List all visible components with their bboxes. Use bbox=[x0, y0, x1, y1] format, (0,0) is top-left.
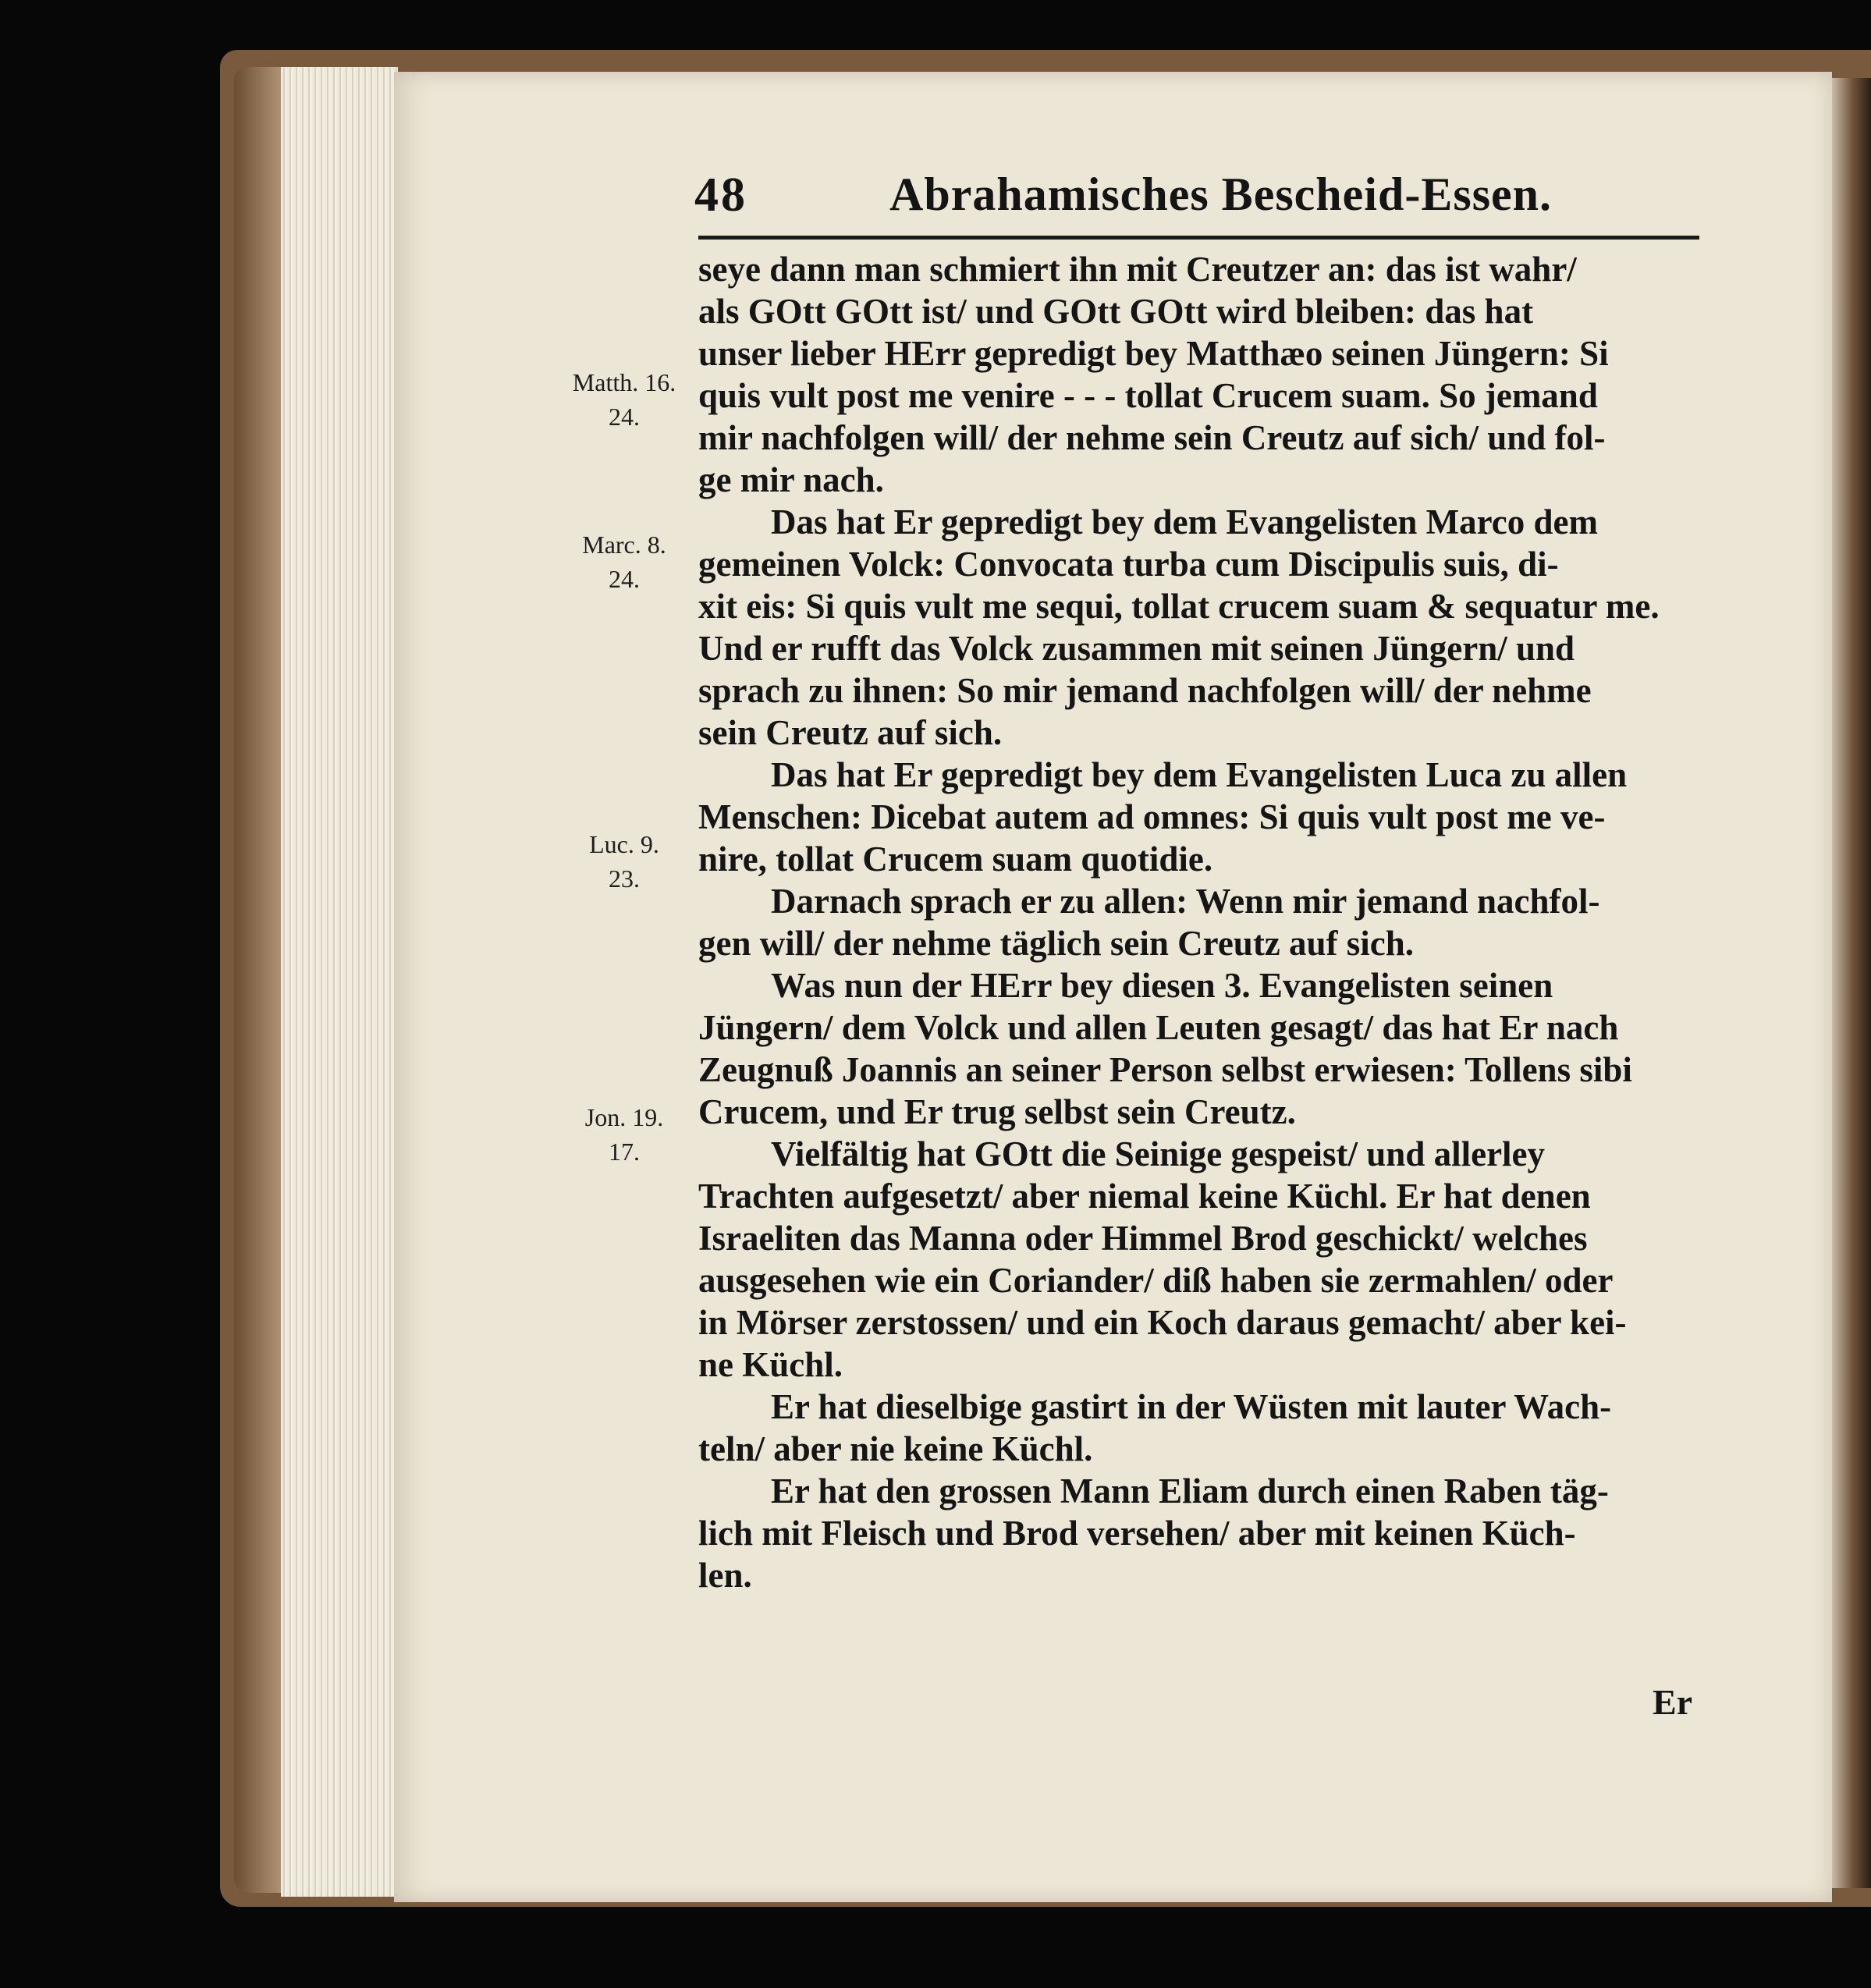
text-line: sein Creutz auf sich. bbox=[698, 713, 1003, 752]
text-line: mir nachfolgen will/ der nehme sein Creutz auf sich/ und fol- bbox=[698, 418, 1606, 457]
text-line: Zeugnuß Joannis an seiner Person selbst erwiesen: Tollens sibi bbox=[698, 1050, 1632, 1089]
text-line: Jüngern/ dem Volck und allen Leuten gesagt/ das hat Er nach bbox=[698, 1008, 1619, 1047]
margin-note bbox=[546, 827, 702, 896]
text-line: in Mörser zerstossen/ und ein Koch daraus gemacht/ aber kei- bbox=[698, 1303, 1627, 1342]
margin-note-ref: Marc. 8. bbox=[582, 531, 666, 559]
text-line: ausgesehen wie ein Coriander/ diß haben sie zermahlen/ oder bbox=[698, 1261, 1614, 1300]
running-head: Abrahamisches Bescheid-Essen. bbox=[889, 169, 1553, 220]
text-line: Trachten aufgesetzt/ aber niemal keine Küchl. Er hat denen bbox=[698, 1177, 1591, 1216]
text-line: lich mit Fleisch und Brod versehen/ aber mit keinen Küch- bbox=[698, 1514, 1576, 1553]
text-line: Das hat Er gepredigt bey dem Evangelisten Marco dem bbox=[771, 502, 1598, 541]
text-line: als GOtt GOtt ist/ und GOtt GOtt wird bleiben: das hat bbox=[698, 292, 1534, 331]
page-edges bbox=[281, 67, 398, 1897]
text-line: Crucem, und Er trug selbst sein Creutz. bbox=[698, 1092, 1296, 1131]
text-line: ge mir nach. bbox=[698, 460, 884, 499]
page-header bbox=[694, 168, 1709, 230]
text-line: Was nun der HErr bey diesen 3. Evangelisten seinen bbox=[771, 966, 1553, 1005]
margin-note-ref: Jon. 19. bbox=[584, 1103, 664, 1131]
body-text bbox=[698, 248, 1709, 1596]
margin-note-ref: Luc. 9. bbox=[589, 830, 659, 858]
text-line: Israeliten das Manna oder Himmel Brod geschickt/ welches bbox=[698, 1219, 1588, 1258]
header-rule bbox=[698, 236, 1699, 240]
margin-note bbox=[546, 1100, 702, 1169]
text-line: unser lieber HErr gepredigt bey Matthæo seinen Jüngern: Si bbox=[698, 334, 1609, 373]
text-line: ne Küchl. bbox=[698, 1345, 843, 1384]
text-line: Und er rufft das Volck zusammen mit seinen Jüngern/ und bbox=[698, 629, 1575, 668]
margin-note-verse: 24. bbox=[609, 403, 640, 431]
facing-page-edge bbox=[1826, 78, 1871, 1888]
text-line: seye dann man schmiert ihn mit Creutzer an: das ist wahr/ bbox=[698, 250, 1577, 289]
text-line: Er hat dieselbige gastirt in der Wüsten mit lauter Wach- bbox=[771, 1387, 1612, 1426]
margin-note-verse: 23. bbox=[609, 864, 640, 893]
margin-note-verse: 24. bbox=[609, 565, 640, 593]
text-line: sprach zu ihnen: So mir jemand nachfolgen will/ der nehme bbox=[698, 671, 1592, 710]
margin-note bbox=[546, 365, 702, 434]
text-line: Darnach sprach er zu allen: Wenn mir jemand nachfol- bbox=[771, 882, 1600, 921]
text-line: xit eis: Si quis vult me sequi, tollat crucem suam & sequatur me. bbox=[698, 587, 1660, 626]
page-number: 48 bbox=[694, 169, 747, 222]
text-line: gemeinen Volck: Convocata turba cum Discipulis suis, di- bbox=[698, 545, 1559, 584]
text-line: Menschen: Dicebat autem ad omnes: Si quis vult post me ve- bbox=[698, 797, 1606, 836]
text-line: gen will/ der nehme täglich sein Creutz auf sich. bbox=[698, 924, 1415, 963]
text-line: quis vult post me venire - - - tollat Crucem suam. So jemand bbox=[698, 376, 1598, 415]
text-line: Das hat Er gepredigt bey dem Evangelisten Luca zu allen bbox=[771, 755, 1628, 794]
margin-note bbox=[546, 527, 702, 596]
text-line: Er hat den grossen Mann Eliam durch einen Raben täg- bbox=[771, 1471, 1609, 1511]
text-line: len. bbox=[698, 1556, 752, 1595]
text-line: nire, tollat Crucem suam quotidie. bbox=[698, 840, 1213, 879]
catchword: Er bbox=[1653, 1682, 1693, 1722]
margin-note-ref: Matth. 16. bbox=[572, 368, 676, 396]
text-line: Vielfältig hat GOtt die Seinige gespeist/ und allerley bbox=[771, 1134, 1546, 1173]
text-line: teln/ aber nie keine Küchl. bbox=[698, 1429, 1093, 1468]
margin-note-verse: 17. bbox=[609, 1138, 640, 1166]
